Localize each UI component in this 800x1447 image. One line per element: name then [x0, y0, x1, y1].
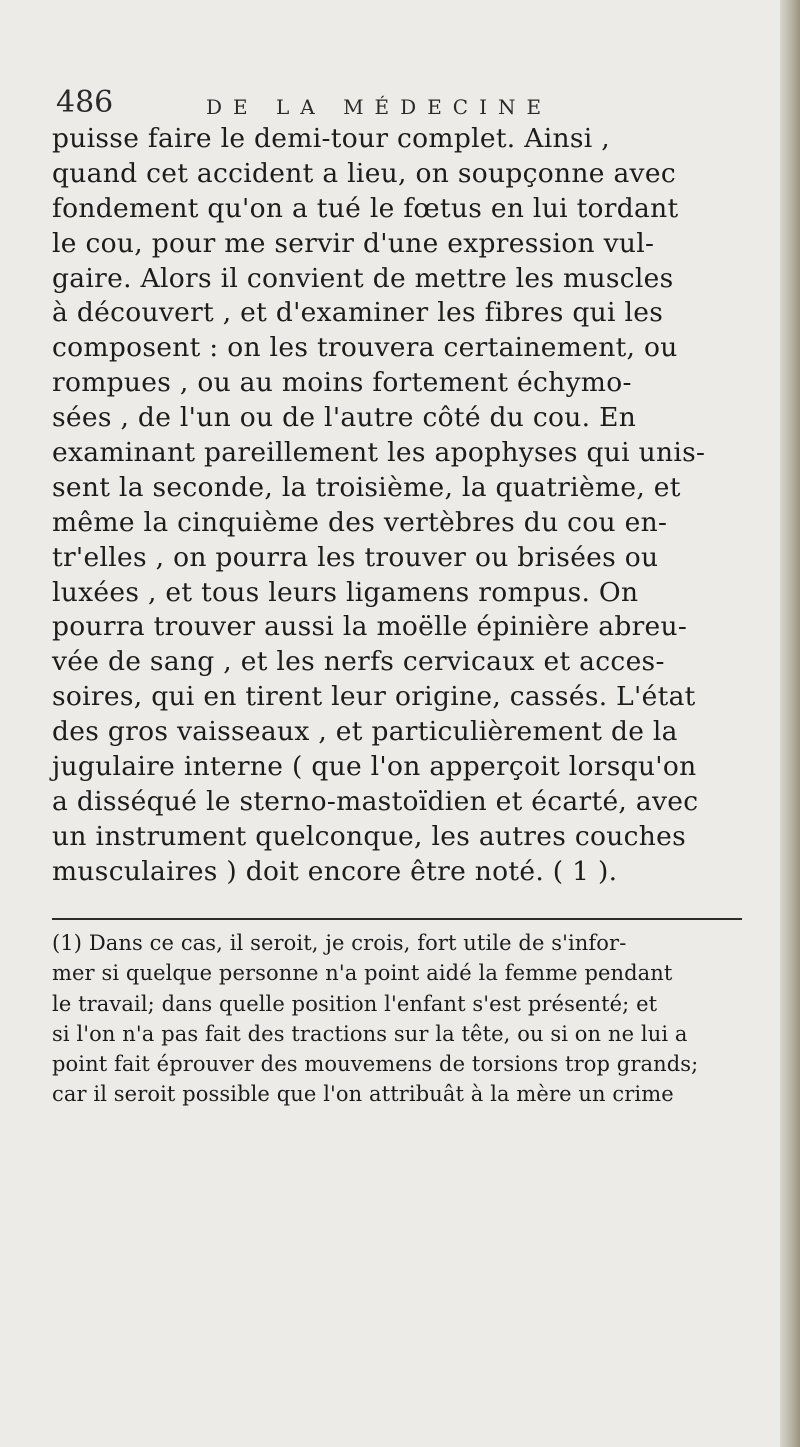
- text-line: a disséqué le sterno-mastoïdien et écarté, avec: [52, 785, 699, 817]
- running-title: DE LA MÉDECINE: [206, 95, 553, 119]
- text-line: des gros vaisseaux , et particulièrement de la: [52, 716, 678, 748]
- text-line: jugulaire interne ( que l'on apperçoit lorsqu'on: [52, 751, 697, 783]
- footnote-line: si l'on n'a pas fait des tractions sur la tête, ou si on ne lui a: [52, 1021, 688, 1046]
- footnote: [52, 928, 742, 1110]
- text-line: gaire. Alors il convient de mettre les muscles: [52, 262, 674, 294]
- footnote-line: le travail; dans quelle position l'enfant s'est présenté; et: [52, 991, 658, 1016]
- book-spine-edge: [780, 0, 800, 1447]
- text-line: pourra trouver aussi la moëlle épinière abreu-: [52, 611, 688, 643]
- text-line: sées , de l'un ou de l'autre côté du cou. En: [52, 402, 637, 434]
- text-line: musculaires ) doit encore être noté. ( 1 ).: [52, 855, 618, 887]
- text-line: tr'elles , on pourra les trouver ou brisées ou: [52, 541, 659, 573]
- page-header: [56, 85, 756, 125]
- text-line: vée de sang , et les nerfs cervicaux et acces-: [52, 646, 665, 678]
- text-line: un instrument quelconque, les autres couches: [52, 820, 686, 852]
- text-line: même la cinquième des vertèbres du cou en-: [52, 506, 668, 538]
- text-line: le cou, pour me servir d'une expression vul-: [52, 227, 655, 259]
- text-line: puisse faire le demi-tour complet. Ainsi ,: [52, 123, 610, 154]
- text-line: quand cet accident a lieu, on soupçonne avec: [52, 157, 676, 189]
- text-line: examinant pareillement les apophyses qui unis-: [52, 437, 706, 469]
- footnote-line: car il seroit possible que l'on attribuât à la mère un crime: [52, 1082, 674, 1107]
- footnote-line: (1) Dans ce cas, il seroit, je crois, fort utile de s'infor-: [52, 931, 627, 955]
- text-line: à découvert , et d'examiner les fibres qui les: [52, 297, 664, 329]
- text-line: sent la seconde, la troisième, la quatrième, et: [52, 471, 681, 503]
- text-line: composent : on les trouvera certainement, ou: [52, 332, 678, 364]
- footnote-line: mer si quelque personne n'a point aidé la femme pendant: [52, 961, 673, 986]
- text-line: rompues , ou au moins fortement échymo-: [52, 367, 632, 399]
- text-line: fondement qu'on a tué le fœtus en lui tordant: [52, 192, 679, 224]
- page-number: 486: [56, 85, 114, 120]
- footnote-divider: [52, 918, 742, 920]
- main-text: [52, 122, 742, 890]
- footnote-line: point fait éprouver des mouvemens de torsions trop grands;: [52, 1052, 699, 1077]
- text-line: soires, qui en tirent leur origine, cassés. L'état: [52, 681, 696, 713]
- text-line: luxées , et tous leurs ligamens rompus. On: [52, 576, 639, 608]
